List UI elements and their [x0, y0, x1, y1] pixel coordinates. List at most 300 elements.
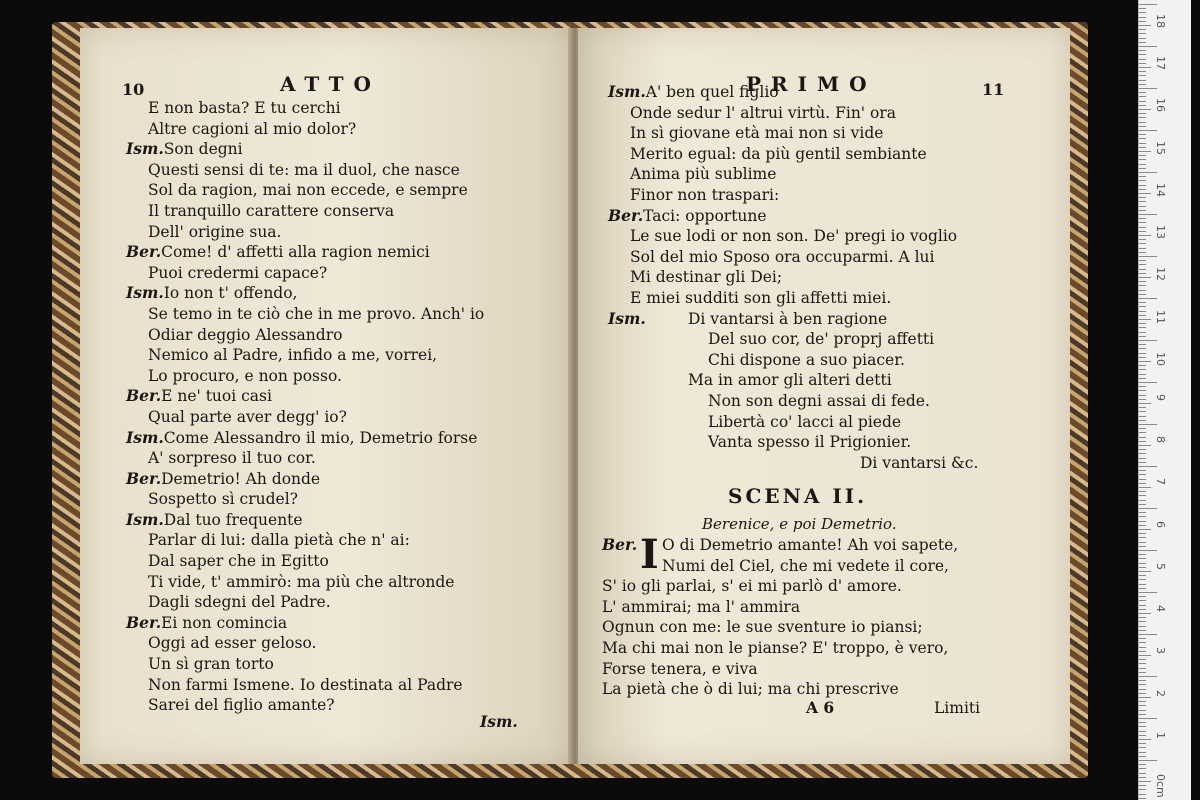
ruler-number: 0cm — [1154, 774, 1167, 798]
left-line — [126, 345, 484, 366]
right-line — [608, 391, 978, 412]
verse-text: In sì giovane età mai non si vide — [630, 124, 884, 143]
ruler-tick — [1139, 386, 1146, 387]
ruler-tick — [1139, 483, 1146, 484]
ruler-tick — [1139, 29, 1146, 30]
ruler-tick — [1139, 533, 1146, 534]
left-line — [126, 263, 484, 284]
verse-text: Come Alessandro il mio, Demetrio forse — [163, 428, 478, 447]
scene-line — [602, 679, 958, 700]
ruler-tick — [1139, 773, 1146, 774]
ruler-tick — [1139, 50, 1146, 51]
scene-persons: Berenice, e poi Demetrio. — [702, 515, 897, 533]
ruler-tick — [1139, 294, 1146, 295]
ruler-tick — [1139, 285, 1146, 286]
ruler-number: 8 — [1154, 436, 1167, 444]
left-line — [126, 448, 484, 469]
ruler-tick — [1139, 479, 1146, 480]
ruler-tick — [1139, 516, 1146, 517]
right-line — [608, 103, 978, 124]
ruler-tick — [1139, 609, 1146, 610]
left-line — [126, 489, 484, 510]
left-line — [126, 222, 484, 243]
ruler-tick — [1139, 67, 1151, 68]
ruler-tick — [1139, 273, 1146, 274]
ruler-tick — [1139, 680, 1146, 681]
ruler-tick — [1139, 210, 1146, 211]
ruler-tick — [1139, 101, 1146, 102]
left-line — [126, 510, 484, 531]
ruler-tick — [1139, 117, 1146, 118]
verse-text: Il tranquillo carattere conserva — [148, 201, 395, 220]
left-line — [126, 654, 484, 675]
ruler-tick — [1139, 281, 1146, 282]
ruler-tick — [1139, 613, 1151, 614]
ruler-tick — [1139, 668, 1146, 669]
right-line — [608, 247, 978, 268]
right-running-head: PRIMO — [746, 72, 877, 96]
ruler-tick — [1139, 701, 1146, 702]
scene-line — [602, 638, 958, 659]
verse-text: Lo procuro, e non posso. — [148, 366, 342, 385]
ruler-tick — [1139, 239, 1146, 240]
speaker-label: Ism. — [608, 82, 646, 101]
ruler-tick — [1139, 403, 1151, 404]
verse-text: E ne' tuoi casi — [161, 387, 272, 406]
ruler-tick — [1139, 558, 1146, 559]
ruler-tick — [1139, 705, 1146, 706]
ruler-tick — [1139, 424, 1157, 425]
verse-text: Un sì gran torto — [148, 655, 274, 674]
ruler-tick — [1139, 113, 1146, 114]
ruler-tick — [1139, 59, 1146, 60]
right-line — [608, 226, 978, 247]
ruler-tick — [1139, 395, 1146, 396]
ruler-number: 10 — [1154, 351, 1167, 366]
ruler-number: 3 — [1154, 647, 1167, 655]
ruler-tick — [1139, 416, 1146, 417]
ruler-tick — [1139, 315, 1146, 316]
left-line — [126, 530, 484, 551]
verse-text: Di vantarsi à ben ragione — [688, 309, 888, 328]
ruler-tick — [1139, 752, 1146, 753]
left-line — [126, 695, 484, 716]
ruler-tick — [1139, 306, 1146, 307]
right-line — [608, 164, 978, 185]
ruler-number: 2 — [1154, 689, 1167, 697]
speaker-label: Ber. — [608, 205, 644, 225]
ruler-tick — [1139, 437, 1146, 438]
speaker-label: Ber. — [602, 535, 638, 554]
ruler-tick — [1139, 428, 1146, 429]
verse-text: Io non t' offendo, — [163, 284, 298, 303]
left-line — [126, 675, 484, 696]
ruler-tick — [1139, 525, 1146, 526]
ruler-tick — [1139, 290, 1146, 291]
right-page-text — [608, 82, 978, 473]
verse-text: Qual parte aver degg' io? — [148, 407, 347, 426]
ruler-tick — [1139, 143, 1146, 144]
ruler-tick — [1139, 504, 1146, 505]
verse-text: Demetrio! Ah donde — [161, 469, 321, 488]
ruler-number: 18 — [1154, 14, 1167, 28]
ruler-tick — [1139, 323, 1146, 324]
ruler-tick — [1139, 508, 1157, 509]
verse-text: A' ben quel figlio — [645, 83, 779, 101]
ruler-tick — [1139, 605, 1146, 606]
left-page — [80, 28, 570, 764]
ruler-tick — [1139, 432, 1146, 433]
ruler-tick — [1139, 785, 1146, 786]
verse-text: E miei sudditi son gli affetti miei. — [630, 288, 892, 307]
verse-text: Vanta spesso il Prigionier. — [708, 433, 912, 452]
right-line — [608, 453, 978, 474]
verse-text: A' sorpreso il tuo cor. — [148, 449, 316, 468]
left-running-head: ATTO — [280, 72, 381, 96]
ruler-tick — [1139, 718, 1157, 719]
left-line — [126, 613, 484, 634]
ruler-tick — [1139, 4, 1157, 5]
ruler-tick — [1139, 735, 1146, 736]
verse-text: Se temo in te ciò che in me provo. Anch' io — [148, 304, 485, 323]
ruler-tick — [1139, 75, 1146, 76]
verse-text: Altre cagioni al mio dolor? — [148, 119, 357, 138]
ruler-tick — [1139, 164, 1146, 165]
ruler-tick — [1139, 42, 1146, 43]
verse-text: Ti vide, t' ammirò: ma più che altronde — [148, 572, 455, 591]
ruler-tick — [1139, 344, 1146, 345]
ruler-number: 4 — [1154, 605, 1167, 613]
left-line — [126, 366, 484, 387]
ruler-tick — [1139, 617, 1146, 618]
ruler-tick — [1139, 269, 1146, 270]
verse-text: Chi dispone a suo piacer. — [708, 350, 905, 369]
ruler-tick — [1139, 189, 1146, 190]
verse-text: Dell' origine sua. — [148, 222, 282, 241]
ruler-tick — [1139, 638, 1146, 639]
left-line — [126, 180, 484, 201]
ruler-tick — [1139, 105, 1146, 106]
ruler-tick — [1139, 588, 1146, 589]
ruler-tick — [1139, 21, 1146, 22]
ruler-tick — [1139, 462, 1146, 463]
verse-text: S' io gli parlai, s' ei mi parlò d' amore. — [602, 577, 902, 596]
ruler-tick — [1139, 252, 1146, 253]
ruler-tick — [1139, 798, 1146, 799]
verse-text: Dagli sdegni del Padre. — [148, 593, 331, 612]
ruler-tick — [1139, 243, 1146, 244]
verse-text: Sospetto sì crudel? — [148, 490, 298, 509]
ruler-tick — [1139, 399, 1146, 400]
ruler-tick — [1139, 651, 1146, 652]
ruler-tick — [1139, 54, 1146, 55]
ruler-tick — [1139, 521, 1146, 522]
ruler-number: 17 — [1154, 56, 1167, 71]
ruler-tick — [1139, 781, 1151, 782]
verse-text: Ma chi mai non le pianse? E' troppo, è vero, — [602, 638, 949, 657]
verse-text: Del suo cor, de' proprj affetti — [708, 330, 935, 349]
ruler-tick — [1139, 193, 1151, 194]
ruler-tick — [1139, 659, 1146, 660]
ruler-tick — [1139, 336, 1146, 337]
ruler-number: 16 — [1154, 98, 1167, 113]
ruler-tick — [1139, 264, 1146, 265]
ruler-tick — [1139, 474, 1146, 475]
ruler-tick — [1139, 256, 1157, 257]
ruler-tick — [1139, 361, 1151, 362]
left-line — [126, 469, 484, 490]
verse-text: Son degni — [163, 140, 243, 159]
right-line — [608, 309, 978, 330]
ruler-tick — [1139, 365, 1146, 366]
verse-text: Puoi credermi capace? — [148, 263, 328, 282]
verse-text: Libertà co' lacci al piede — [708, 412, 902, 431]
ruler-tick — [1139, 332, 1146, 333]
ruler-tick — [1139, 8, 1146, 9]
ruler-tick — [1139, 311, 1146, 312]
left-page-text — [126, 98, 484, 716]
verse-text: La pietà che ò di lui; ma chi prescrive — [602, 680, 899, 699]
verse-text: Come! d' affetti alla ragion nemici — [161, 243, 430, 262]
ruler-tick — [1139, 567, 1146, 568]
ruler-tick — [1139, 138, 1146, 139]
verse-text: Non farmi Ismene. Io destinata al Padre — [148, 675, 463, 694]
ruler-tick — [1139, 63, 1146, 64]
ruler-tick — [1139, 180, 1146, 181]
ruler-tick — [1139, 777, 1146, 778]
verse-text: Anima più sublime — [630, 165, 777, 184]
speaker-label: Ber. — [126, 242, 162, 262]
verse-text: Merito egual: da più gentil sembiante — [630, 144, 927, 163]
ruler-number: 13 — [1154, 225, 1167, 240]
verse-text: Finor non traspari: — [630, 185, 780, 204]
left-line — [126, 119, 484, 140]
ruler-tick — [1139, 319, 1151, 320]
ruler-tick — [1139, 731, 1146, 732]
ruler-tick — [1139, 575, 1146, 576]
ruler-tick — [1139, 231, 1146, 232]
left-line — [126, 407, 484, 428]
ruler-tick — [1139, 794, 1146, 795]
ruler-tick — [1139, 147, 1146, 148]
verse-text: Sarei del figlio amante? — [148, 696, 335, 715]
verse-text: Questi sensi di te: ma il duol, che nasce — [148, 160, 460, 179]
ruler-tick — [1139, 134, 1146, 135]
left-line — [126, 551, 484, 572]
verse-text: Dal saper che in Egitto — [148, 552, 329, 571]
verse-text: Onde sedur l' altrui virtù. Fin' ora — [630, 103, 896, 122]
ruler-tick — [1139, 453, 1146, 454]
ruler-tick — [1139, 537, 1146, 538]
right-line — [608, 370, 978, 391]
ruler-tick — [1139, 378, 1146, 379]
ruler-tick — [1139, 298, 1157, 299]
ruler-tick — [1139, 466, 1157, 467]
right-line — [608, 185, 978, 206]
ruler-tick — [1139, 449, 1146, 450]
ruler-tick — [1139, 130, 1157, 131]
ruler-tick — [1139, 96, 1146, 97]
ruler-tick — [1139, 17, 1146, 18]
left-line — [126, 160, 484, 181]
speaker-label: Ber. — [126, 386, 162, 406]
ruler-tick — [1139, 546, 1146, 547]
ruler-number: 6 — [1154, 520, 1167, 528]
ruler-tick — [1139, 390, 1146, 391]
ruler-tick — [1139, 357, 1146, 358]
ruler-number: 15 — [1154, 140, 1167, 155]
right-line — [608, 350, 978, 371]
ruler-tick — [1139, 689, 1146, 690]
speaker-label: Ism. — [126, 139, 164, 159]
ruler-tick — [1139, 596, 1146, 597]
right-page — [578, 28, 1070, 764]
scene-title: SCENA II. — [728, 484, 868, 508]
ruler-tick — [1139, 634, 1157, 635]
speaker-label: Ism. — [126, 283, 164, 303]
verse-text: Odiar deggio Alessandro — [148, 325, 343, 344]
ruler-tick — [1139, 760, 1157, 761]
ruler-tick — [1139, 172, 1157, 173]
ruler-tick — [1139, 554, 1146, 555]
right-line — [608, 432, 978, 453]
scene-text — [602, 531, 959, 700]
verse-text: Dal tuo frequente — [163, 510, 303, 529]
scene-line — [602, 617, 958, 638]
ruler-tick — [1139, 214, 1157, 215]
ruler-tick — [1139, 470, 1146, 471]
verse-text: Di vantarsi &c. — [860, 453, 979, 472]
verse-text: Forse tenera, e viva — [602, 659, 758, 678]
ruler-tick — [1139, 693, 1146, 694]
ruler-tick — [1139, 126, 1146, 127]
scene-line — [602, 597, 958, 618]
ruler-tick — [1139, 743, 1146, 744]
ruler-tick — [1139, 655, 1151, 656]
verse-text: Ognun con me: le sue sventure io piansi; — [602, 618, 923, 637]
ruler-number: 14 — [1154, 182, 1167, 197]
ruler-tick — [1139, 122, 1146, 123]
ruler-tick — [1139, 382, 1157, 383]
ruler-tick — [1139, 227, 1146, 228]
ruler-tick — [1139, 248, 1146, 249]
right-catchword: Limiti — [934, 699, 981, 717]
ruler-tick — [1139, 151, 1151, 152]
ruler-tick — [1139, 529, 1151, 530]
verse-text: Sol da ragion, mai non eccede, e sempre — [148, 181, 468, 200]
left-line — [126, 242, 484, 263]
ruler-tick — [1139, 374, 1146, 375]
ruler-tick — [1139, 185, 1146, 186]
right-line — [608, 82, 978, 103]
ruler-tick — [1139, 491, 1146, 492]
scene-line — [602, 576, 958, 597]
ruler-tick — [1139, 38, 1146, 39]
ruler-tick — [1139, 600, 1146, 601]
ruler-tick — [1139, 550, 1157, 551]
ruler-tick — [1139, 159, 1146, 160]
ruler-tick — [1139, 487, 1151, 488]
verse-text: Parlar di lui: dalla pietà che n' ai: — [148, 531, 410, 550]
ruler-tick — [1139, 441, 1146, 442]
left-line — [126, 633, 484, 654]
right-line — [608, 123, 978, 144]
left-catchword: Ism. — [480, 712, 518, 731]
ruler-tick — [1139, 92, 1146, 93]
ruler-tick — [1139, 563, 1146, 564]
ruler-tick — [1139, 592, 1157, 593]
left-line — [126, 592, 484, 613]
signature-mark: A 6 — [806, 698, 835, 717]
ruler-tick — [1139, 168, 1146, 169]
ruler-tick — [1139, 348, 1146, 349]
left-line — [126, 386, 484, 407]
ruler-tick — [1139, 327, 1146, 328]
ruler-tick — [1139, 512, 1146, 513]
ruler-tick — [1139, 302, 1146, 303]
ruler-tick — [1139, 46, 1157, 47]
ruler-tick — [1139, 71, 1146, 72]
verse-text: Numi del Ciel, che mi vedete il core, — [662, 556, 949, 575]
right-line — [608, 144, 978, 165]
ruler-tick — [1139, 155, 1146, 156]
ruler-tick — [1139, 739, 1151, 740]
ruler-tick — [1139, 500, 1146, 501]
ruler-tick — [1139, 642, 1146, 643]
verse-text: E non basta? E tu cerchi — [148, 99, 341, 117]
ruler-number: 9 — [1154, 394, 1167, 401]
ruler-tick — [1139, 206, 1146, 207]
ruler-number: 7 — [1154, 478, 1167, 486]
right-line — [608, 412, 978, 433]
verse-text: Non son degni assai di fede. — [708, 391, 930, 410]
right-line — [608, 288, 978, 309]
ruler-tick — [1139, 88, 1157, 89]
ruler-tick — [1139, 458, 1146, 459]
ruler-tick — [1139, 84, 1146, 85]
speaker-label: Ism. — [126, 509, 164, 529]
speaker-label: Ism. — [608, 308, 646, 328]
ruler-tick — [1139, 542, 1146, 543]
scene-line — [602, 556, 958, 577]
ruler-tick — [1139, 277, 1151, 278]
ruler-tick — [1139, 12, 1146, 13]
ruler-tick — [1139, 260, 1146, 261]
ruler-tick — [1139, 33, 1146, 34]
ruler-number: 5 — [1154, 562, 1167, 570]
verse-text: Sol del mio Sposo ora occuparmi. A lui — [630, 247, 935, 266]
ruler-tick — [1139, 420, 1146, 421]
ruler-tick — [1139, 663, 1146, 664]
ruler-tick — [1139, 445, 1151, 446]
ruler-tick — [1139, 584, 1146, 585]
ruler-tick — [1139, 630, 1146, 631]
ruler-tick — [1139, 353, 1146, 354]
ruler-tick — [1139, 235, 1151, 236]
drop-initial: I — [640, 531, 659, 578]
verse-text: Mi destinar gli Dei; — [630, 268, 783, 287]
verse-text: L' ammirai; ma l' ammira — [602, 597, 801, 616]
right-line — [608, 267, 978, 288]
ruler-tick — [1139, 80, 1146, 81]
ruler-tick — [1139, 571, 1151, 572]
ruler-tick — [1139, 25, 1151, 26]
verse-text: Taci: opportune — [643, 206, 767, 225]
ruler-tick — [1139, 197, 1146, 198]
ruler-tick — [1139, 579, 1146, 580]
ruler-tick — [1139, 722, 1146, 723]
ruler-tick — [1139, 647, 1146, 648]
